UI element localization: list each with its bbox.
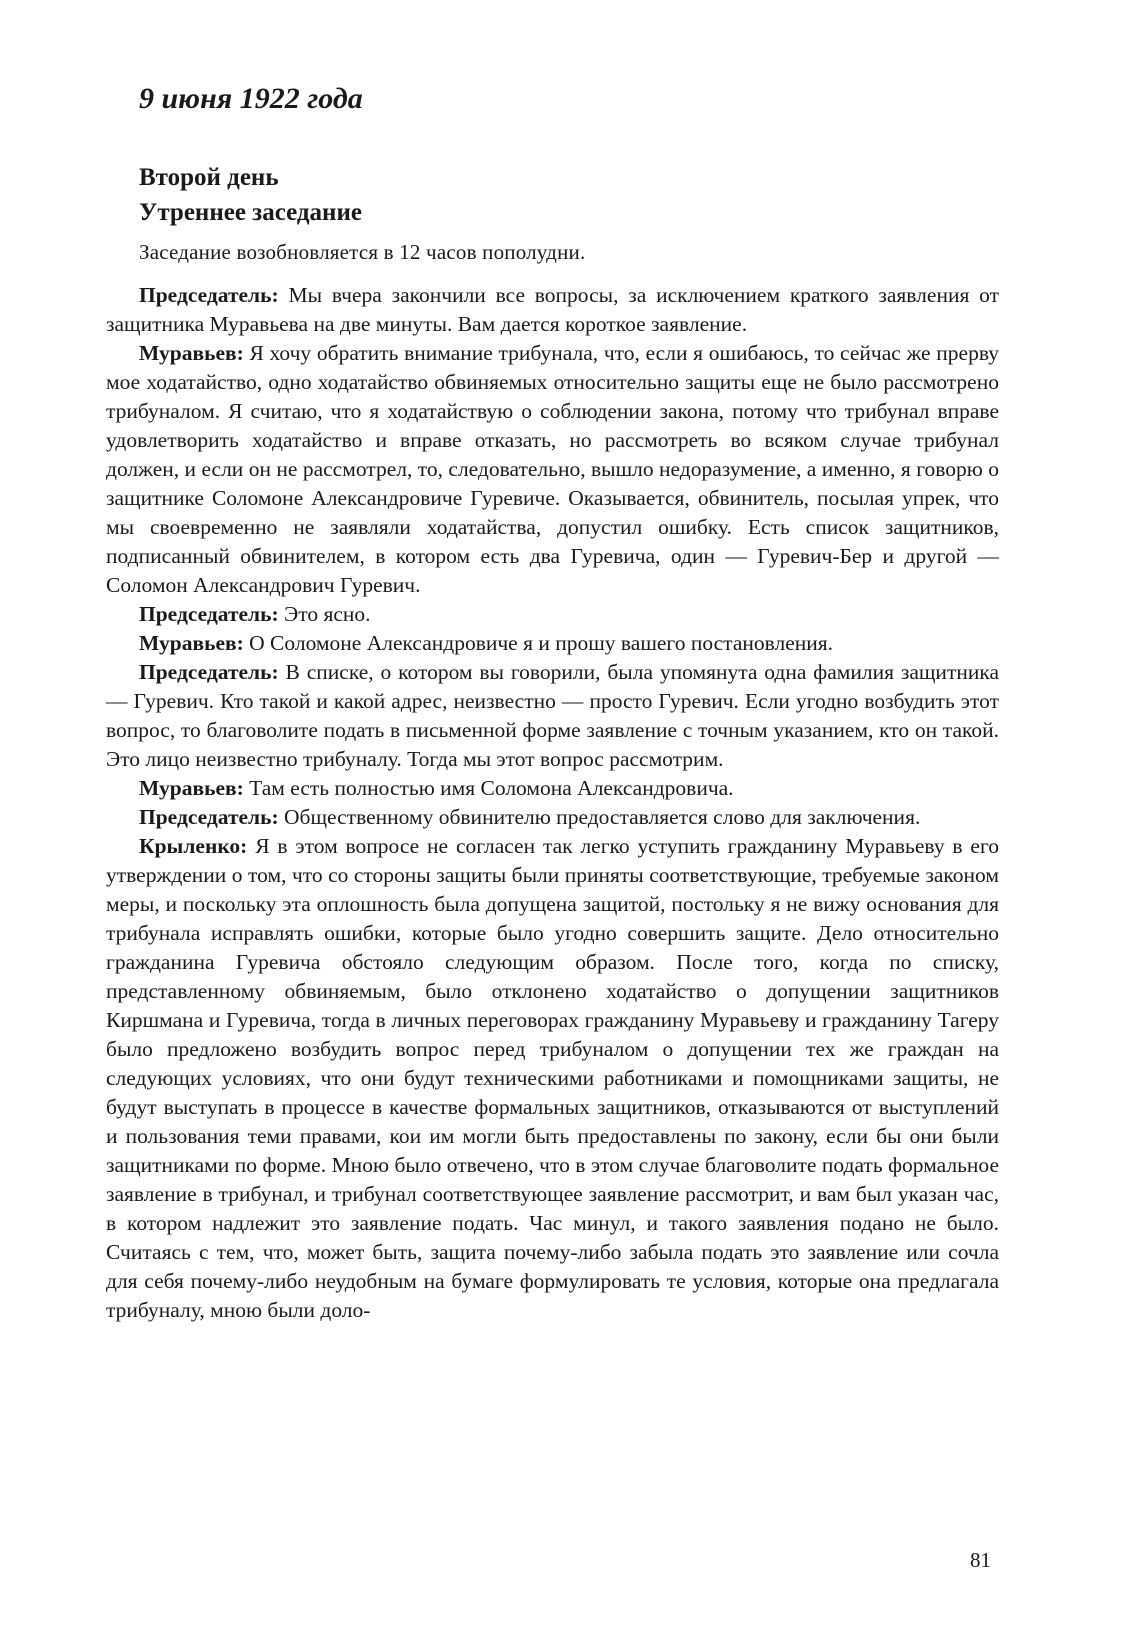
speech-text: Это ясно.: [284, 602, 371, 626]
speaker-name: Муравьев:: [139, 341, 244, 365]
date-heading: 9 июня 1922 года: [139, 82, 363, 115]
page-number: 81: [970, 1548, 991, 1572]
transcript-paragraph: [106, 339, 999, 600]
speech-text: В списке, о котором вы говорили, была упомянута одна фамилия защитника — Гуревич. Кто такой и какой адрес, неизвестно — просто Гуревич. Если угодно возбудить этот вопрос, то благоволите подать в письменной форме заявление с точным указанием, кто он такой. Это лицо неизвестно трибуналу. Тогда мы этот вопрос рассмотрим.: [106, 660, 1000, 771]
speaker-name: Председатель:: [139, 283, 279, 307]
transcript-paragraph: [106, 832, 999, 1325]
section-heading: [139, 160, 362, 230]
speaker-name: Крыленко:: [139, 834, 248, 858]
transcript-paragraph: [106, 629, 999, 658]
speech-text: Мы вчера закончили все вопросы, за исключением краткого заявления от защитника Муравьева на две минуты. Вам дается короткое заявление.: [106, 283, 1000, 336]
transcript-paragraph: [106, 658, 999, 774]
speaker-name: Председатель:: [139, 805, 279, 829]
speech-text: Общественному обвинителю предоставляется слово для заключения.: [284, 805, 921, 829]
speech-text: Я в этом вопросе не согласен так легко уступить гражданину Муравьеву в его утверждении о том, что со стороны защиты были приняты соответствующие, требуемые законом меры, и поскольку эта оплошность была допущена защитой, постольку я не вижу основания для трибунала исправлять ошибки, которые было угодно совершить защите. Дело относительно гражданина Гуревича обстояло следующим образом. После того, когда по списку, представленному обвиняемым, было отклонено ходатайство о допущении защитников Киршмана и Гуревича, тогда в личных переговорах гражданину Муравьеву и гражданину Тагеру было предложено возбудить вопрос перед трибуналом о допущении тех же граждан на следующих условиях, что они будут техническими работниками и помощниками защиты, не будут выступать в процессе в качестве формальных защитников, отказываются от выступлений и пользования теми правами, кои им могли быть предоставлены по закону, если бы они были защитниками по форме. Мною было отвечено, что в этом случае благоволите подать формальное заявление в трибунал, и трибунал соответствующее заявление рассмотрит, и вам был указан час, в котором надлежит это заявление подать. Час минул, и такого заявления подано не было. Считаясь с тем, что, может быть, защита почему-либо забыла подать это заявление или сочла для себя почему-либо неудобным на бумаге формулировать те условия, которые она предлагала трибуналу, мною были доло-: [106, 834, 999, 1322]
transcript-paragraph: [106, 774, 999, 803]
section-session: Утреннее заседание: [139, 199, 362, 226]
transcript-paragraph: [106, 803, 999, 832]
section-day: Второй день: [139, 164, 279, 191]
speech-text: Я хочу обратить внимание трибунала, что, если я ошибаюсь, то сейчас же прерву мое ходатайство, одно ходатайство обвиняемых относительно защиты еще не было рассмотрено трибуналом. Я считаю, что я ходатайствую о соблюдении закона, потому что трибунал вправе удовлетворить ходатайство и вправе отказать, но рассмотреть во всяком случае трибунал должен, и если он не рассмотрел, то, следовательно, вышло недоразумение, а именно, я говорю о защитнике Соломоне Александровиче Гуревиче. Оказывается, обвинитель, посылая упрек, что мы своевременно не заявляли ходатайства, допустил ошибку. Есть список защитников, подписанный обвинителем, в котором есть два Гуревича, один — Гуревич-Бер и другой — Соломон Александрович Гуревич.: [106, 341, 1000, 597]
speaker-name: Муравьев:: [139, 631, 244, 655]
speaker-name: Председатель:: [139, 660, 279, 684]
speaker-name: Председатель:: [139, 602, 279, 626]
transcript-body: [106, 281, 999, 1325]
speaker-name: Муравьев:: [139, 776, 244, 800]
transcript-paragraph: [106, 600, 999, 629]
session-intro: Заседание возобновляется в 12 часов пополудни.: [139, 240, 586, 264]
transcript-paragraph: [106, 281, 999, 339]
speech-text: Там есть полностью имя Соломона Александровича.: [249, 776, 734, 800]
speech-text: О Соломоне Александровиче я и прошу вашего постановления.: [249, 631, 834, 655]
document-page: [106, 0, 999, 1631]
